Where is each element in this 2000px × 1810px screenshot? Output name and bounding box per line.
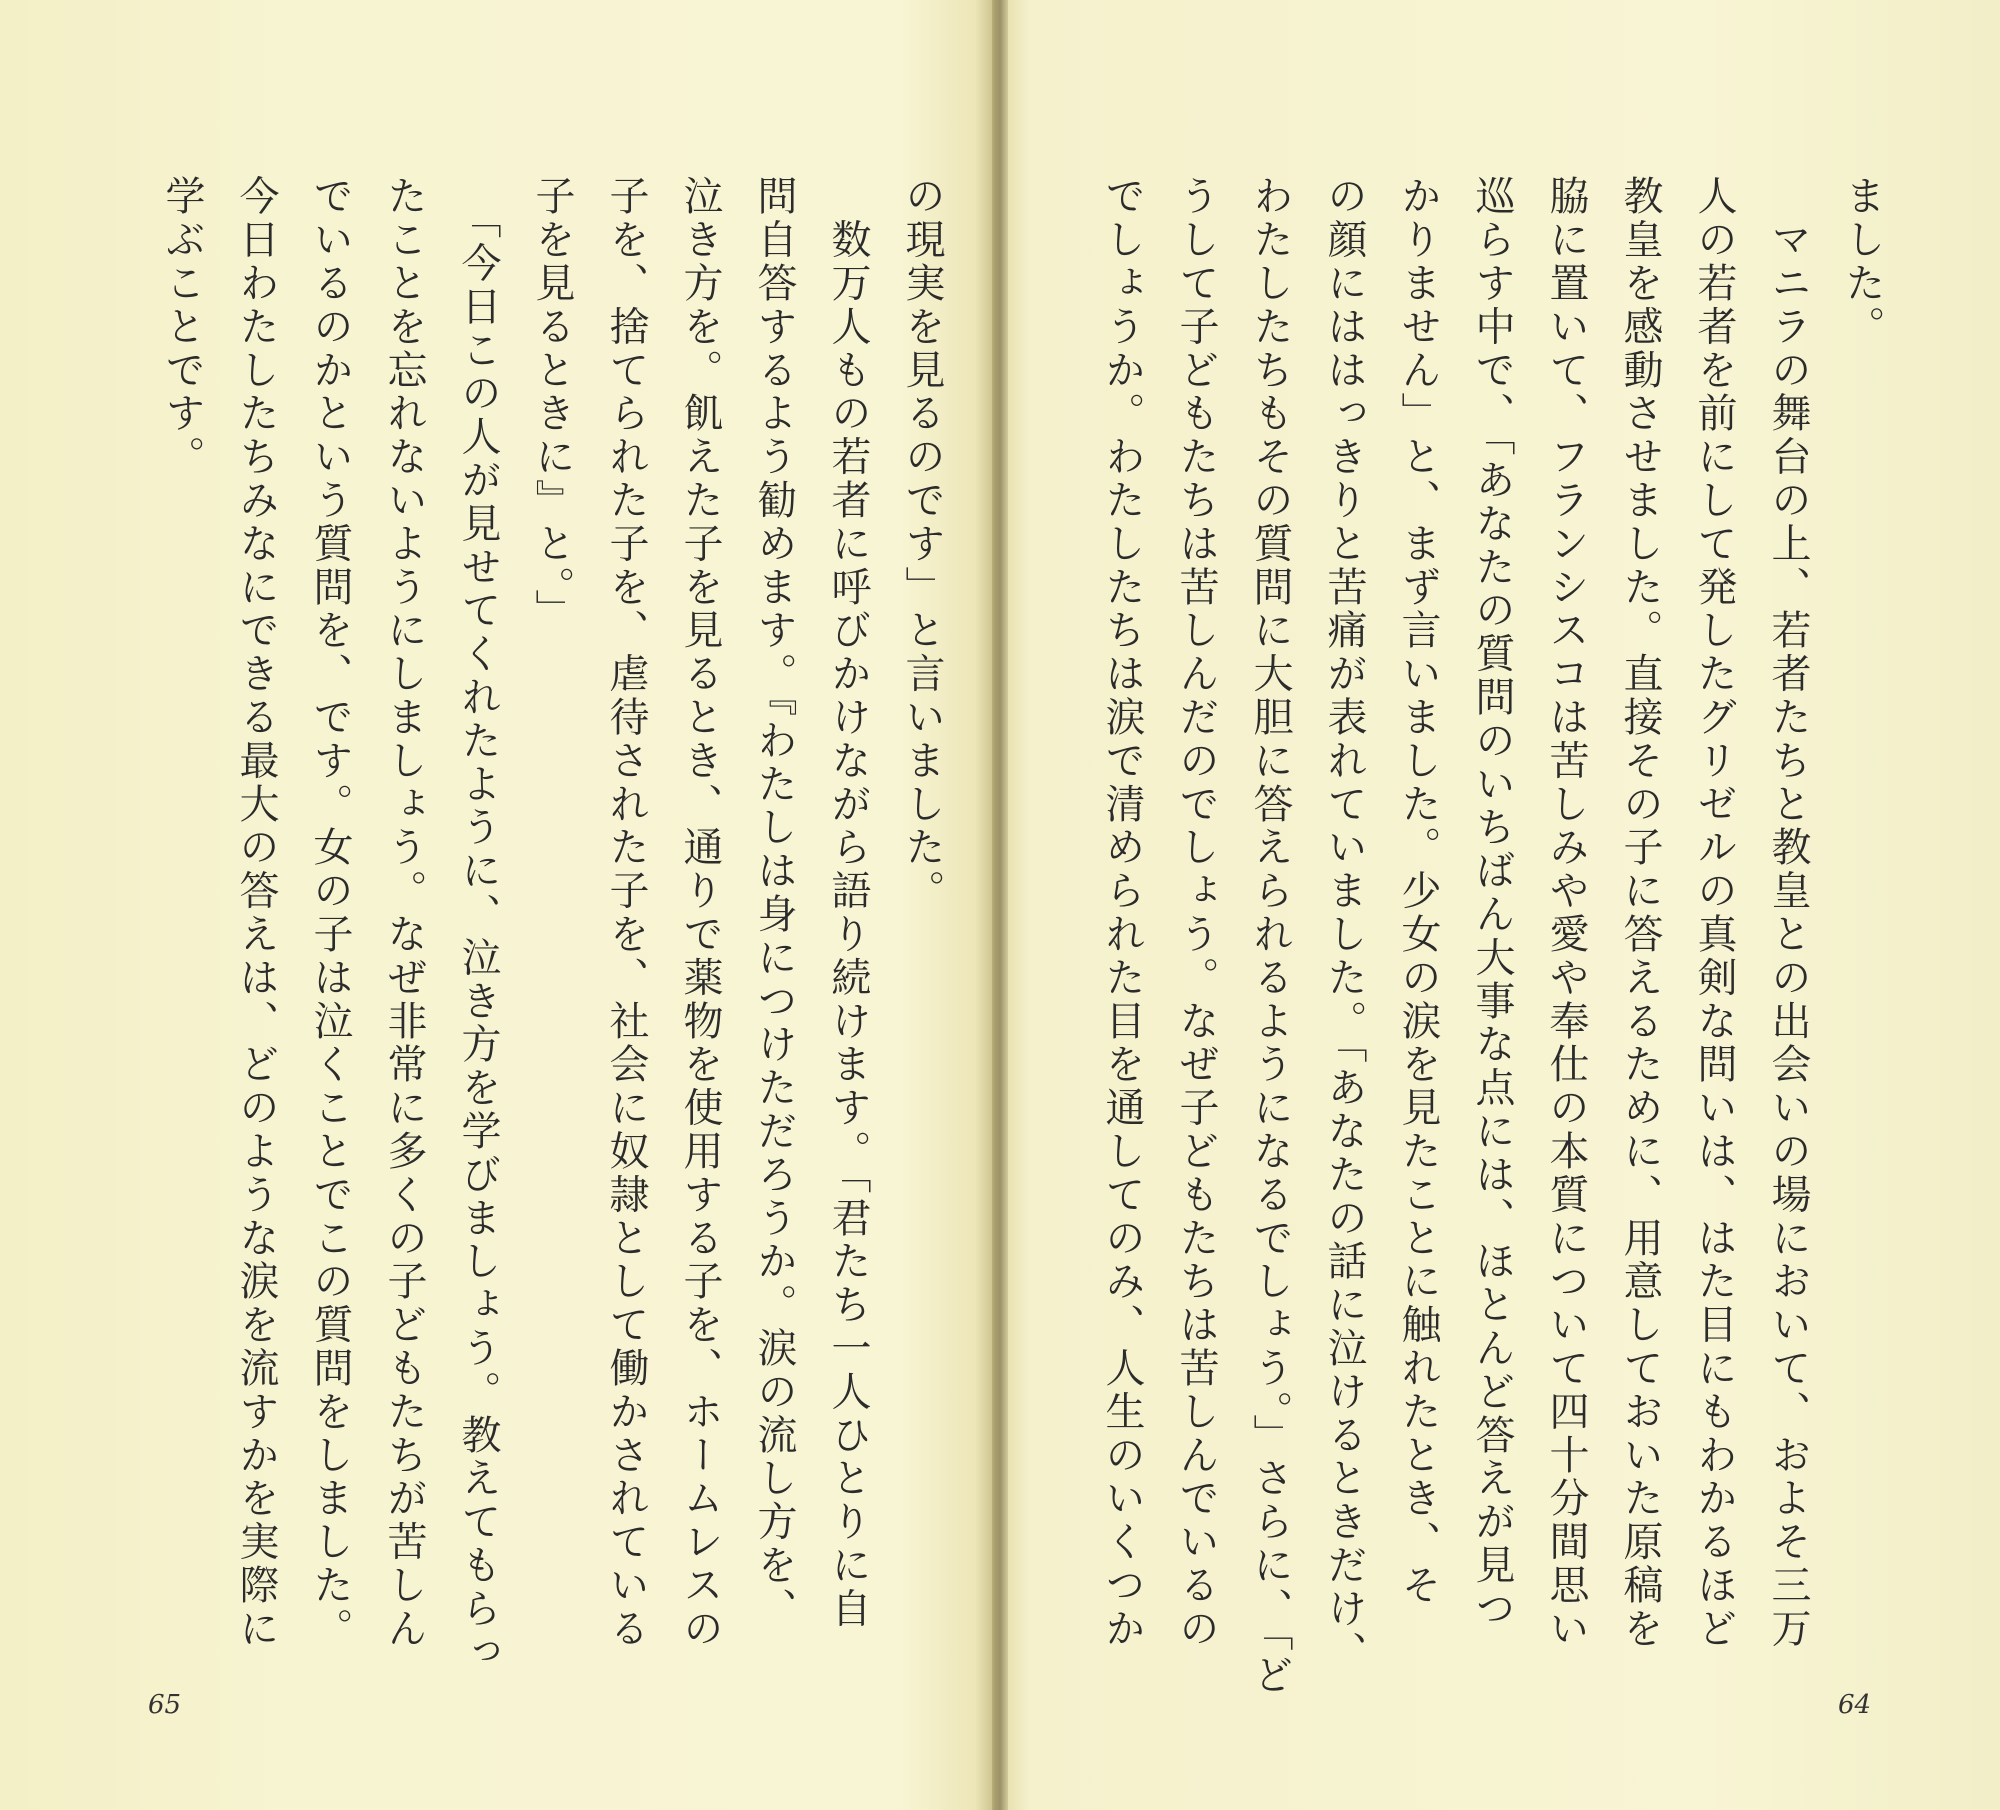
text-line: 教皇を感動させました。直接その子に答えるために、用意しておいた原稿を	[1617, 175, 1663, 1651]
text-line: 脇に置いて、フランシスコは苦しみや愛や奉仕の本質について四十分間思い	[1543, 175, 1589, 1651]
text-line: でしょうか。わたしたちは涙で清められた目を通してのみ、人生のいくつか	[1099, 175, 1145, 1651]
page-64	[1005, 0, 2000, 1810]
text-line: たことを忘れないようにしましょう。なぜ非常に多くの子どもたちが苦しん	[381, 175, 427, 1651]
text-line: 学ぶことです。	[159, 175, 205, 479]
text-line: マニラの舞台の上、若者たちと教皇との出会いの場において、およそ三万	[1765, 175, 1811, 1651]
text-line: 数万人もの若者に呼びかけながら語り続けます。「君たち一人ひとりに自	[825, 175, 871, 1631]
text-line: 泣き方を。飢えた子を見るとき、通りで薬物を使用する子を、ホームレスの	[677, 175, 723, 1651]
page-number: 64	[1838, 1690, 1872, 1720]
text-line: ました。	[1839, 175, 1885, 349]
page-number: 65	[148, 1690, 182, 1720]
text-line: の顔にははっきりと苦痛が表れていました。「あなたの話に泣けるときだけ、	[1321, 175, 1367, 1674]
text-line: 「今日この人が見せてくれたように、泣き方を学びましょう。教えてもらっ	[455, 175, 501, 1674]
text-line: かりません」と、まず言いました。少女の涙を見たことに触れたとき、そ	[1395, 175, 1441, 1608]
text-line: 子を見るときに』と。」	[529, 175, 575, 633]
text-line: 問自答するよう勧めます。『わたしは身につけただろうか。涙の流し方を、	[751, 175, 797, 1631]
text-line: 今日わたしたちみなにできる最大の答えは、どのような涙を流すかを実際に	[233, 175, 279, 1651]
text-line: わたしたちもその質問に大胆に答えられるようになるでしょう。」さらに、「ど	[1247, 175, 1293, 1698]
text-line: の現実を見るのです」と言いました。	[899, 175, 945, 913]
text-line: うして子どもたちは苦しんだのでしょう。なぜ子どもたちは苦しんでいるの	[1173, 175, 1219, 1651]
text-line: 巡らす中で、「あなたの質問のいちばん大事な点には、ほとんど答えが見つ	[1469, 175, 1515, 1631]
text-line: 子を、捨てられた子を、虐待された子を、社会に奴隷として働かされている	[603, 175, 649, 1651]
page-65	[0, 0, 995, 1810]
text-line: 人の若者を前にして発したグリゼルの真剣な問いは、はた目にもわかるほど	[1691, 175, 1737, 1651]
text-line: でいるのかという質問を、です。女の子は泣くことでこの質問をしました。	[307, 175, 353, 1651]
